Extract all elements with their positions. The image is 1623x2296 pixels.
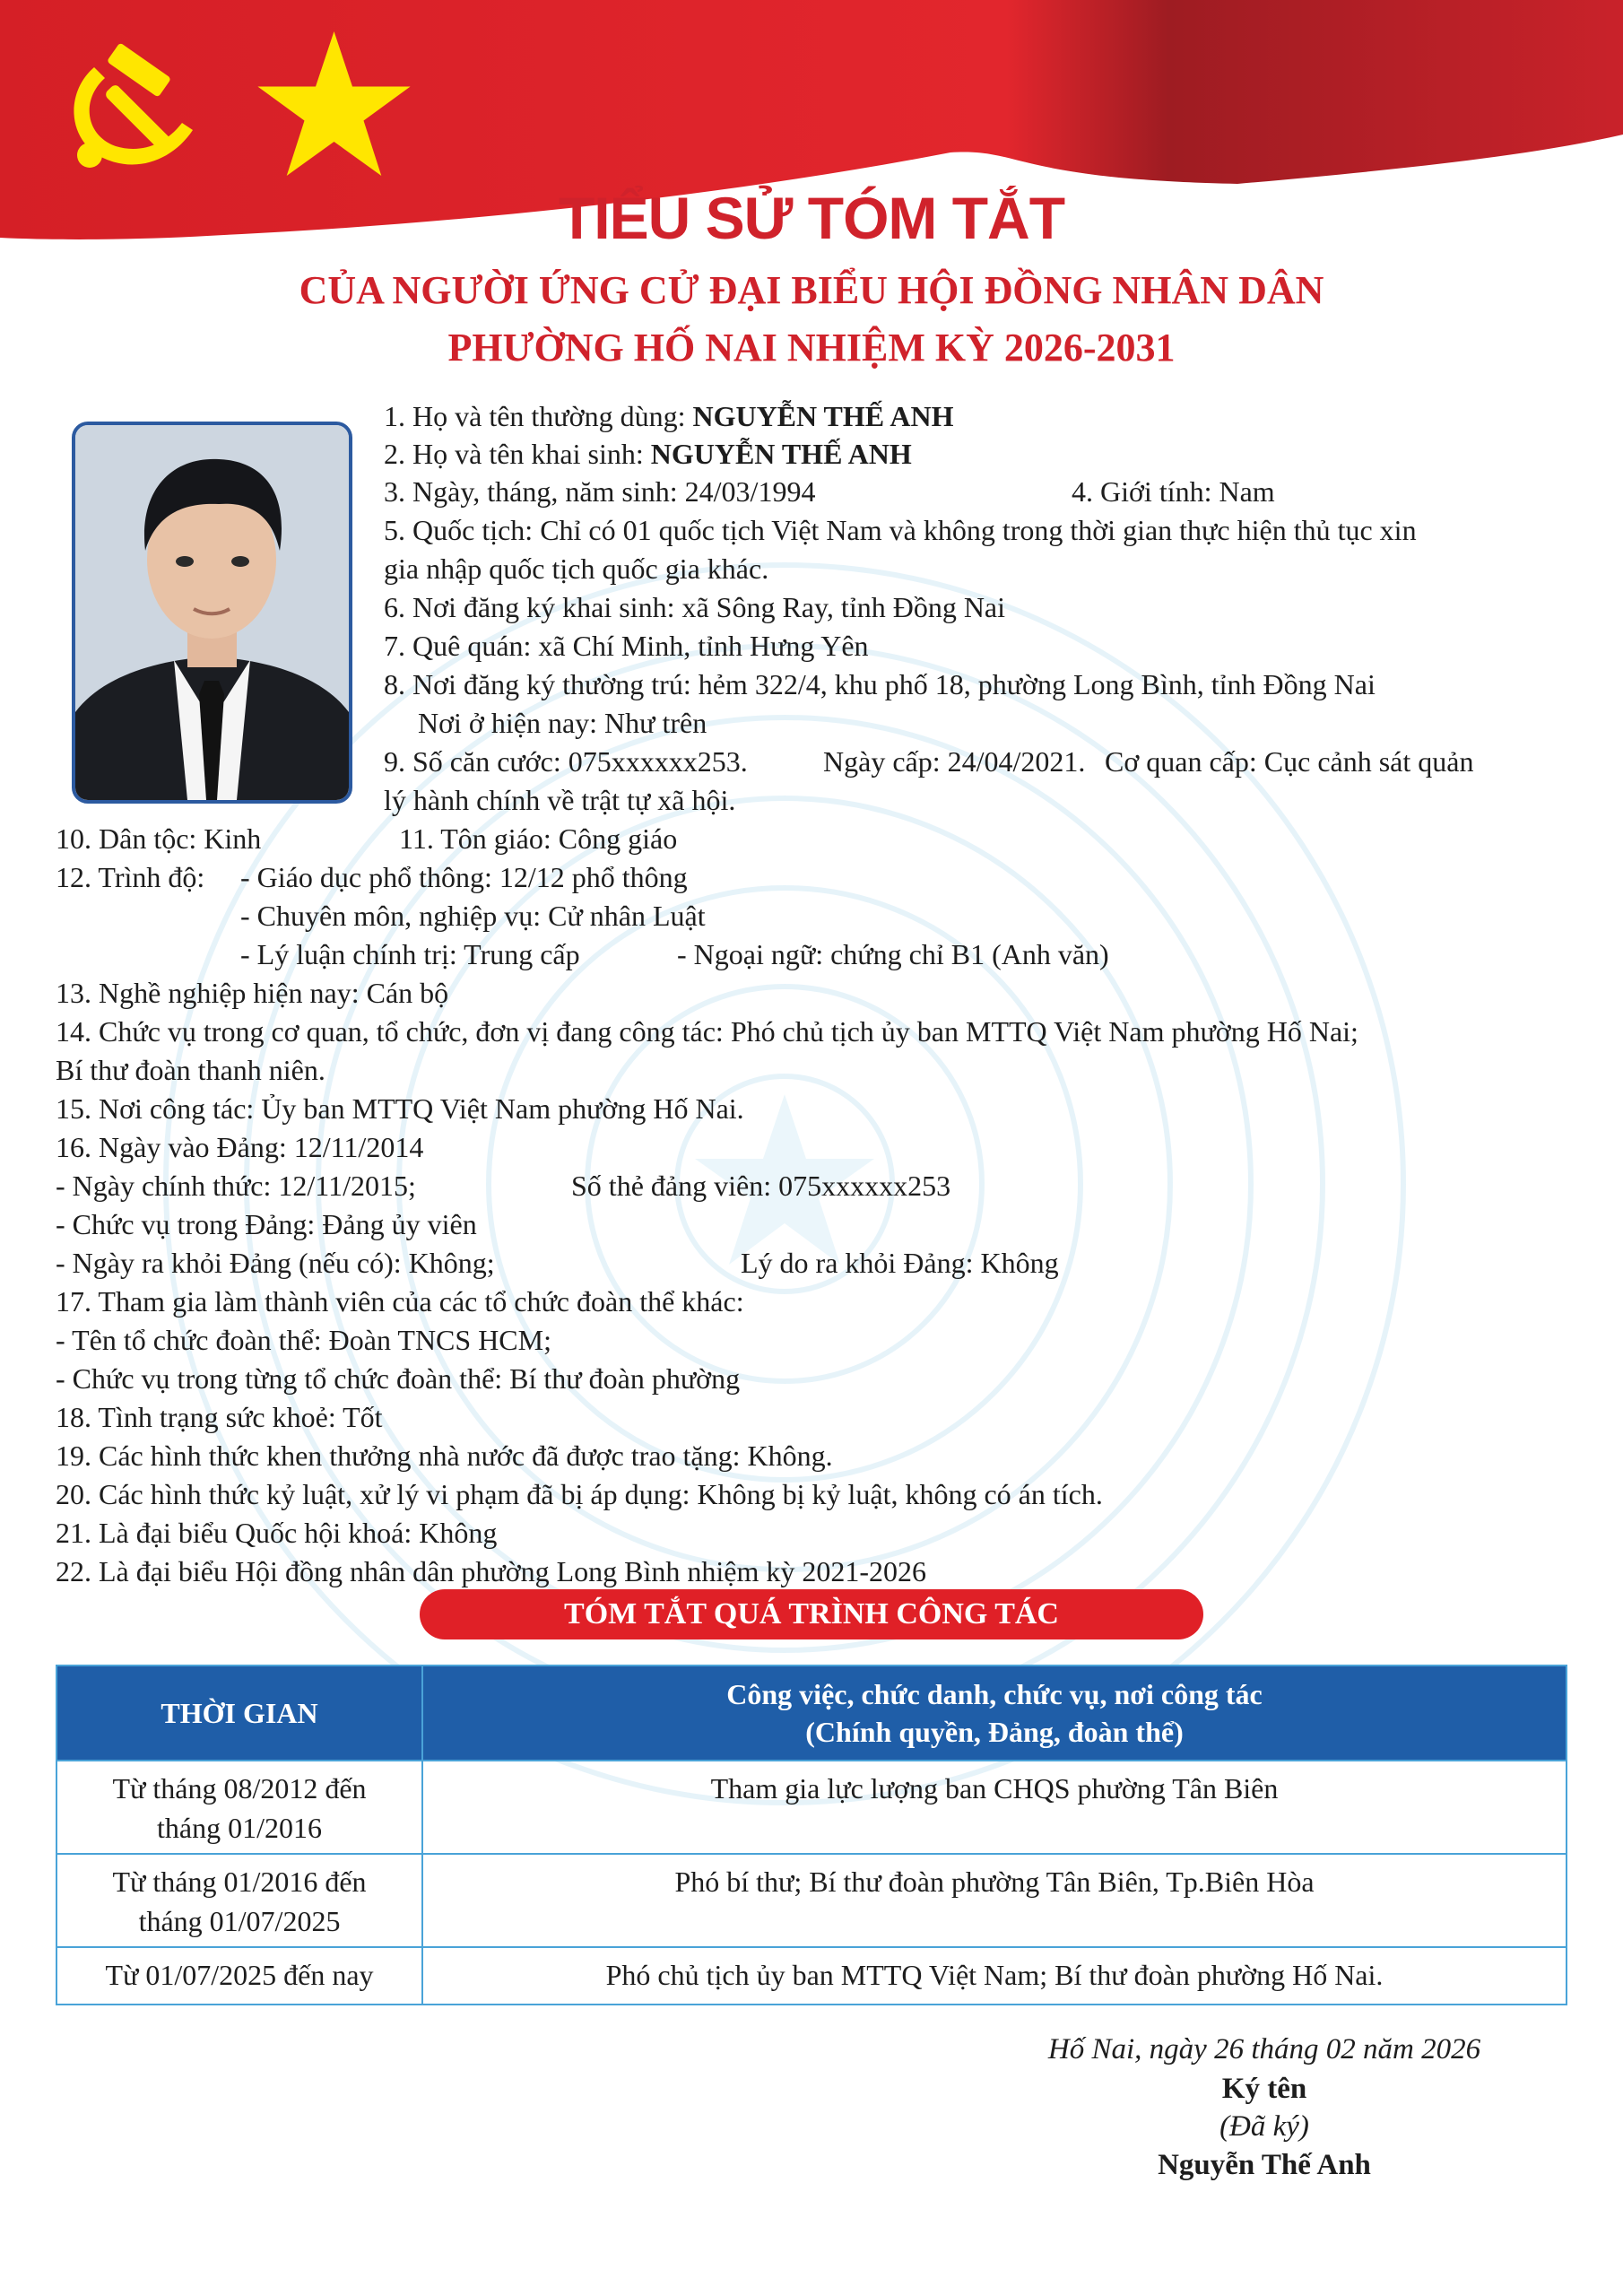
info-label: 2. Họ và tên khai sinh: xyxy=(384,438,651,470)
id-issuer: Cơ quan cấp: Cục cảnh sát quản xyxy=(1105,745,1474,778)
header-description-line-1: Công việc, chức danh, chức vụ, nơi công tác xyxy=(726,1678,1263,1710)
current-residence: Nơi ở hiện nay: Như trên xyxy=(418,707,707,739)
signature-signed-note: (Đã ký) xyxy=(1219,2110,1309,2143)
position: 14. Chức vụ trong cơ quan, tổ chức, đơn vị đang công tác: Phó chủ tịch ủy ban MTTQ Việt Nam phường Hố Nai; xyxy=(56,1015,1358,1048)
time-cell xyxy=(56,1761,422,1854)
description-cell: Tham gia lực lượng ban CHQS phường Tân Biên xyxy=(422,1761,1567,1854)
party-exit-date: - Ngày ra khỏi Đảng (nếu có): Không; xyxy=(56,1247,495,1279)
workplace: 15. Nơi công tác: Ủy ban MTTQ Việt Nam phường Hố Nai. xyxy=(56,1092,744,1125)
national-assembly: 21. Là đại biểu Quốc hội khoá: Không xyxy=(56,1517,498,1549)
id-issue-date: Ngày cấp: 24/04/2021. xyxy=(823,745,1086,778)
description-cell: Phó bí thư; Bí thư đoàn phường Tân Biên, Tp.Biên Hòa xyxy=(422,1854,1567,1947)
occupation: 13. Nghề nghiệp hiện nay: Cán bộ xyxy=(56,977,449,1009)
gender: 4. Giới tính: Nam xyxy=(1072,475,1275,508)
candidate-photo xyxy=(72,422,352,804)
document-subtitle-1: CỦA NGƯỜI ỨNG CỬ ĐẠI BIỂU HỘI ĐỒNG NHÂN DÂN xyxy=(299,268,1324,312)
signature-place-date: Hố Nai, ngày 26 tháng 02 năm 2026 xyxy=(1047,2033,1481,2066)
party-position: - Chức vụ trong Đảng: Đảng ủy viên xyxy=(56,1208,477,1240)
portrait-image xyxy=(75,425,349,800)
time-line-1: Từ tháng 01/2016 đến xyxy=(112,1866,367,1898)
info-line-2 xyxy=(384,436,912,472)
ethnicity: 10. Dân tộc: Kinh xyxy=(56,822,262,855)
discipline: 20. Các hình thức kỷ luật, xử lý vi phạm đã bị áp dụng: Không bị kỷ luật, không có án tích. xyxy=(56,1478,1103,1510)
hammer-sickle-icon xyxy=(58,40,211,175)
general-education: - Giáo dục phổ thông: 12/12 phổ thông xyxy=(240,861,688,893)
education-label: 12. Trình độ: xyxy=(56,861,205,893)
party-card-number: Số thẻ đảng viên: 075xxxxxx253 xyxy=(571,1170,951,1202)
id-issuer-cont: lý hành chính về trật tự xã hội. xyxy=(384,784,736,816)
people-council: 22. Là đại biểu Hội đồng nhân dân phường Long Bình nhiệm kỳ 2021-2026 xyxy=(56,1555,927,1587)
signature-label: Ký tên xyxy=(1221,2073,1307,2105)
work-history-heading: TÓM TẮT QUÁ TRÌNH CÔNG TÁC xyxy=(420,1589,1203,1639)
table-header-row xyxy=(56,1665,1567,1761)
party-exit-reason: Lý do ra khỏi Đảng: Không xyxy=(741,1247,1059,1279)
signatory-name: Nguyễn Thế Anh xyxy=(1158,2149,1371,2181)
organization-name: - Tên tổ chức đoàn thể: Đoàn TNCS HCM; xyxy=(56,1324,551,1356)
position-cont: Bí thư đoàn thanh niên. xyxy=(56,1054,325,1086)
document-title: TIỂU SỬ TÓM TẮT xyxy=(558,185,1065,251)
nationality: 5. Quốc tịch: Chỉ có 01 quốc tịch Việt Nam và không trong thời gian thực hiện thủ tục xin xyxy=(384,514,1417,546)
nationality-cont: gia nhập quốc tịch quốc gia khác. xyxy=(384,552,769,585)
party-official-date: - Ngày chính thức: 12/11/2015; xyxy=(56,1170,416,1202)
table-row xyxy=(56,1854,1567,1947)
document-subtitle-2: PHƯỜNG HỐ NAI NHIỆM KỲ 2026-2031 xyxy=(447,326,1176,370)
birth-date: 3. Ngày, tháng, năm sinh: 24/03/1994 xyxy=(384,475,816,508)
hometown: 7. Quê quán: xã Chí Minh, tỉnh Hưng Yên xyxy=(384,630,869,662)
religion: 11. Tôn giáo: Công giáo xyxy=(399,822,678,855)
birth-name: NGUYỄN THẾ ANH xyxy=(650,438,912,470)
birth-registration: 6. Nơi đăng ký khai sinh: xã Sông Ray, tỉnh Đồng Nai xyxy=(384,591,1006,623)
organization-position: - Chức vụ trong từng tổ chức đoàn thể: Bí thư đoàn phường xyxy=(56,1362,741,1395)
time-line-1: Từ tháng 08/2012 đến xyxy=(112,1772,367,1805)
health-status: 18. Tình trạng sức khoẻ: Tốt xyxy=(56,1401,383,1433)
header-description-line-2: (Chính quyền, Đảng, đoàn thể) xyxy=(805,1716,1184,1748)
permanent-residence: 8. Nơi đăng ký thường trú: hẻm 322/4, khu phố 18, phường Long Bình, tỉnh Đồng Nai xyxy=(384,668,1376,700)
info-label: 1. Họ và tên thường dùng: xyxy=(384,400,693,432)
table-row xyxy=(56,1947,1567,2005)
star-icon xyxy=(256,31,412,179)
info-line-1 xyxy=(384,398,953,434)
common-name: NGUYỄN THẾ ANH xyxy=(692,400,954,432)
time-line-2: tháng 01/07/2025 xyxy=(138,1905,341,1937)
time-line-2: tháng 01/2016 xyxy=(157,1812,322,1844)
party-join-date: 16. Ngày vào Đảng: 12/11/2014 xyxy=(56,1131,424,1163)
time-cell xyxy=(56,1854,422,1947)
foreign-language: - Ngoại ngữ: chứng chỉ B1 (Anh văn) xyxy=(677,938,1109,970)
header-description xyxy=(422,1665,1567,1761)
header-time: THỜI GIAN xyxy=(56,1665,422,1761)
description-cell: Phó chủ tịch ủy ban MTTQ Việt Nam; Bí thư đoàn phường Hố Nai. xyxy=(422,1947,1567,2005)
id-number: 9. Số căn cước: 075xxxxxx253. xyxy=(384,745,748,778)
organizations: 17. Tham gia làm thành viên của các tổ chức đoàn thể khác: xyxy=(56,1285,744,1318)
professional-qualification: - Chuyên môn, nghiệp vụ: Cử nhân Luật xyxy=(240,900,706,932)
table-row xyxy=(56,1761,1567,1854)
awards: 19. Các hình thức khen thưởng nhà nước đã được trao tặng: Không. xyxy=(56,1439,833,1472)
political-theory: - Lý luận chính trị: Trung cấp xyxy=(240,938,580,970)
work-history-table xyxy=(56,1665,1567,2005)
time-line-1: Từ 01/07/2025 đến nay xyxy=(105,1959,374,1991)
time-cell xyxy=(56,1947,422,2005)
